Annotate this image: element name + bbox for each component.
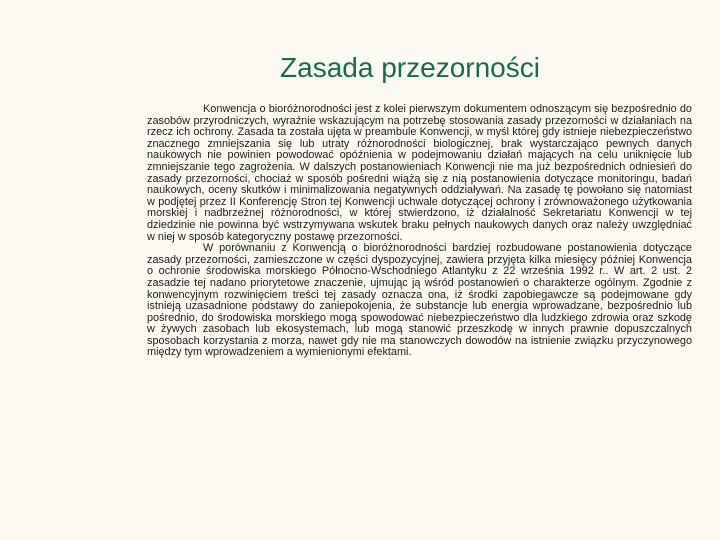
slide-body — [147, 104, 692, 359]
paragraph: Konwencja o bioróżnorodności jest z kolei pierwszym dokumentem odnoszącym się bezpośrednio do zasobów przyrodniczych, wyraźnie wskazującym na potrzebę stosowania zasady przezorności w działaniach na rzecz ich ochrony. Zasada ta została ujęta w preambule Konwencji, w myśl której gdy istnieje niebezpieczeństwo znacznego zmniejszania się lub utraty różnorodności biologicznej, brak wystarczająco pewnych danych naukowych nie powinien powodować opóźnienia w podejmowaniu działań mających na celu uniknięcie lub zmniejszanie tego zagrożenia. W dalszych postanowieniach Konwencji nie ma już bezpośrednich odniesień do zasady przezorności, chociaż w sposób pośredni wiążą się z nią postanowienia dotyczące monitoringu, badań naukowych, oceny skutków i minimalizowania negatywnych oddziaływań. Na zasadę tę powołano się natomiast w podjętej przez II Konferencję Stron tej Konwencji uchwale dotyczącej ochrony i zrównoważonego użytkowania morskiej i nadbrzeżnej różnorodności, w której stwierdzono, iż działalność Sekretariatu Konwencji w tej dziedzinie nie powinna być wstrzymywana wskutek braku pełnych naukowych danych oraz należy uwzględniać w niej w sposób kategoryczny postawę przezorności. — [147, 103, 692, 243]
slide-title: Zasada przezorności — [280, 52, 540, 83]
paragraph: W porównaniu z Konwencją o bioróżnorodności bardziej rozbudowane postanowienia dotyczące zasady przezorności, zamieszczone w części dyspozycyjnej, zawiera przyjęta kilka miesięcy później Konwencja o ochronie środowiska morskiego Północno-Wschodniego Atlantyku z 22 września 1992 r.. W art. 2 ust. 2 zasadzie tej nadano priorytetowe znaczenie, ujmując ją wśród postanowień o charakterze ogólnym. Zgodnie z konwencyjnym rozwinięciem treści tej zasady oznacza ona, iż środki zapobiegawcze są podejmowane gdy istnieją uzasadnione podstawy do zaniepokojenia, że substancje lub energia wprowadzane, bezpośrednio lub pośrednio, do środowiska morskiego mogą spowodować niebezpieczeństwo dla ludzkiego zdrowia oraz szkodę w żywych zasobach lub ekosystemach, lub mogą stanowić przeszkodę w innych prawnie dopuszczalnych sposobach korzystania z morza, nawet gdy nie ma stanowczych dowodów na istnienie związku przyczynowego między tym wprowadzeniem a wymienionymi efektami. — [147, 242, 692, 359]
